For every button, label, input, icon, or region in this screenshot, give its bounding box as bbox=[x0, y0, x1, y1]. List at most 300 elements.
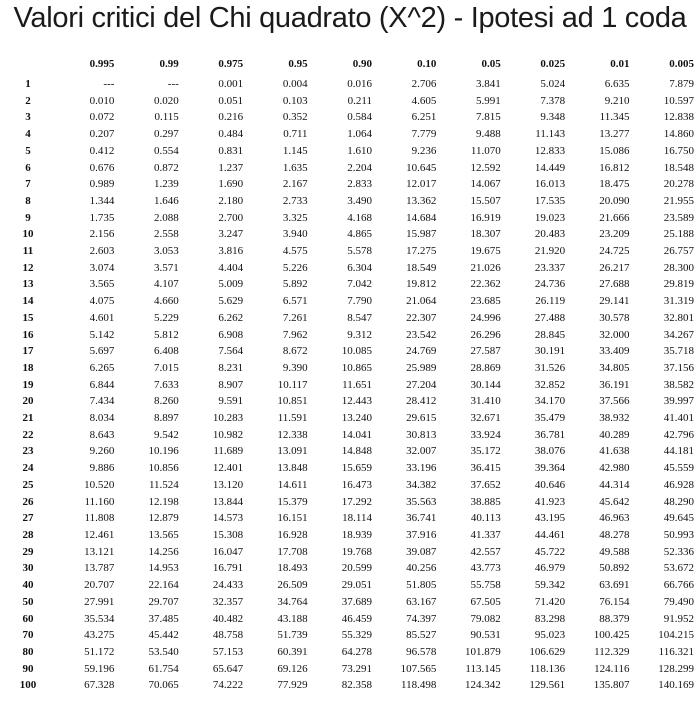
critical-value-cell: 17.535 bbox=[534, 194, 566, 207]
critical-value-cell: 22.362 bbox=[470, 278, 501, 291]
degrees-of-freedom-cell: 80 bbox=[22, 645, 34, 658]
critical-value-cell: 2.558 bbox=[154, 228, 179, 241]
critical-value-cell: 44.181 bbox=[663, 445, 694, 458]
critical-value-cell: 11.651 bbox=[342, 378, 372, 391]
critical-value-cell: 16.928 bbox=[277, 528, 308, 541]
critical-value-cell: 45.642 bbox=[599, 495, 630, 508]
critical-value-cell: 38.582 bbox=[663, 378, 694, 391]
critical-value-cell: 0.016 bbox=[347, 78, 372, 90]
critical-value-cell: 135.807 bbox=[593, 679, 630, 692]
critical-value-cell: 25.188 bbox=[663, 228, 694, 241]
critical-value-cell: 18.939 bbox=[341, 528, 372, 541]
critical-value-cell: 16.812 bbox=[599, 161, 630, 174]
critical-value-cell: 10.865 bbox=[341, 361, 372, 374]
critical-value-cell: 53.540 bbox=[148, 645, 179, 658]
critical-value-cell: 4.865 bbox=[347, 228, 372, 241]
critical-value-cell: 29.615 bbox=[406, 412, 437, 425]
critical-value-cell: 10.856 bbox=[148, 462, 179, 475]
critical-value-cell: 13.848 bbox=[277, 462, 308, 475]
critical-value-cell: 18.114 bbox=[342, 512, 372, 525]
critical-value-cell: 140.169 bbox=[658, 679, 694, 692]
critical-value-cell: 24.725 bbox=[599, 245, 630, 258]
critical-value-cell: 36.741 bbox=[406, 512, 437, 525]
critical-value-cell: 124.116 bbox=[594, 662, 630, 675]
critical-value-cell: 26.217 bbox=[599, 261, 630, 274]
critical-value-cell: 16.750 bbox=[663, 144, 694, 157]
critical-value-cell: 19.023 bbox=[534, 211, 566, 224]
critical-value-cell: 2.156 bbox=[89, 228, 115, 241]
critical-value-cell: 12.879 bbox=[148, 512, 179, 525]
critical-value-cell: 11.689 bbox=[213, 445, 244, 458]
alpha-header: 0.10 bbox=[417, 58, 437, 70]
critical-value-cell: 8.231 bbox=[218, 361, 244, 374]
critical-value-cell: 0.211 bbox=[347, 94, 372, 107]
degrees-of-freedom-cell: 23 bbox=[22, 445, 34, 458]
table-row bbox=[4, 293, 696, 310]
critical-value-cell: 7.633 bbox=[154, 378, 179, 391]
alpha-header: 0.01 bbox=[610, 58, 630, 70]
df-header bbox=[4, 56, 52, 72]
critical-value-cell: 12.401 bbox=[212, 462, 244, 475]
table-row bbox=[4, 109, 696, 126]
critical-value-cell: 71.420 bbox=[534, 595, 566, 608]
critical-value-cell: 10.117 bbox=[277, 378, 308, 391]
critical-value-cell: 45.559 bbox=[663, 462, 694, 475]
critical-value-cell: 5.991 bbox=[475, 94, 501, 107]
critical-value-cell: 5.578 bbox=[347, 245, 372, 258]
critical-value-cell: 37.916 bbox=[406, 528, 437, 541]
table-row bbox=[4, 594, 696, 611]
critical-value-cell: 0.020 bbox=[154, 94, 179, 107]
critical-value-cell: 32.007 bbox=[406, 445, 437, 458]
critical-value-cell: 19.812 bbox=[406, 278, 437, 291]
critical-value-cell: 0.484 bbox=[218, 128, 244, 141]
critical-value-cell: 9.348 bbox=[540, 111, 566, 124]
critical-value-cell: 35.479 bbox=[534, 412, 566, 425]
critical-value-cell: 35.534 bbox=[84, 612, 115, 625]
critical-value-cell: 40.256 bbox=[406, 562, 437, 575]
critical-value-cell: 113.145 bbox=[465, 662, 501, 675]
critical-value-cell: 3.841 bbox=[475, 78, 501, 90]
critical-value-cell: 55.329 bbox=[341, 629, 372, 642]
table-row bbox=[4, 126, 696, 143]
critical-value-cell: 7.015 bbox=[154, 361, 179, 374]
table-row bbox=[4, 560, 696, 577]
critical-value-cell: 20.707 bbox=[84, 579, 115, 592]
degrees-of-freedom-cell: 60 bbox=[22, 612, 34, 625]
table-row bbox=[4, 393, 696, 410]
critical-value-cell: 0.872 bbox=[154, 161, 179, 174]
critical-value-cell: 4.605 bbox=[411, 94, 437, 107]
critical-value-cell: 1.735 bbox=[89, 211, 115, 224]
critical-value-cell: 50.993 bbox=[663, 528, 694, 541]
critical-value-cell: 4.575 bbox=[282, 245, 308, 258]
critical-value-cell: 15.659 bbox=[341, 462, 372, 475]
critical-value-cell: 48.758 bbox=[212, 629, 244, 642]
critical-value-cell: 12.592 bbox=[470, 161, 501, 174]
critical-value-cell: 3.247 bbox=[218, 228, 244, 241]
degrees-of-freedom-cell: 18 bbox=[22, 361, 34, 374]
critical-value-cell: 46.928 bbox=[663, 478, 694, 491]
critical-value-cell: 20.599 bbox=[341, 562, 372, 575]
critical-value-cell: 64.278 bbox=[341, 645, 372, 658]
critical-value-cell: 41.923 bbox=[534, 495, 566, 508]
critical-value-cell: 21.064 bbox=[406, 295, 437, 308]
critical-value-cell: 70.065 bbox=[148, 679, 179, 692]
critical-value-cell: 3.816 bbox=[218, 245, 244, 258]
alpha-header: 0.995 bbox=[89, 58, 115, 70]
table-row bbox=[4, 327, 696, 344]
table-row bbox=[4, 176, 696, 193]
critical-value-cell: 21.666 bbox=[599, 211, 630, 224]
critical-value-cell: 6.844 bbox=[89, 378, 115, 391]
critical-value-cell: 10.851 bbox=[277, 395, 308, 408]
critical-value-cell: 129.561 bbox=[529, 679, 566, 692]
critical-value-cell: 7.815 bbox=[475, 111, 501, 124]
table-row bbox=[4, 343, 696, 360]
critical-value-cell: 27.204 bbox=[406, 378, 437, 391]
critical-value-cell: 27.587 bbox=[470, 345, 501, 358]
critical-value-cell: 31.410 bbox=[470, 395, 501, 408]
critical-value-cell: 10.283 bbox=[212, 412, 244, 425]
critical-value-cell: 5.229 bbox=[154, 311, 179, 324]
critical-value-cell: 13.787 bbox=[84, 562, 115, 575]
critical-value-cell: 23.337 bbox=[534, 261, 566, 274]
critical-value-cell: 7.378 bbox=[540, 94, 566, 107]
critical-value-cell: 0.216 bbox=[218, 111, 244, 124]
critical-value-cell: 10.520 bbox=[84, 478, 115, 491]
critical-value-cell: 20.278 bbox=[663, 178, 694, 191]
critical-value-cell: 9.390 bbox=[282, 361, 308, 374]
critical-value-cell: 118.136 bbox=[529, 662, 566, 675]
critical-value-cell: 101.879 bbox=[464, 645, 501, 658]
critical-value-cell: 79.490 bbox=[663, 595, 694, 608]
critical-value-cell: 37.689 bbox=[341, 595, 372, 608]
critical-value-cell: 16.473 bbox=[341, 478, 372, 491]
critical-value-cell: 15.507 bbox=[470, 194, 501, 207]
critical-value-cell: 13.240 bbox=[341, 412, 372, 425]
critical-value-cell: 18.493 bbox=[277, 562, 308, 575]
critical-value-cell: 128.299 bbox=[658, 662, 694, 675]
critical-value-cell: 116.321 bbox=[658, 645, 694, 658]
critical-value-cell: 16.791 bbox=[212, 562, 244, 575]
critical-value-cell: 17.708 bbox=[277, 545, 308, 558]
critical-value-cell: 4.660 bbox=[154, 295, 179, 308]
critical-value-cell: 91.952 bbox=[663, 612, 694, 625]
critical-value-cell: 43.773 bbox=[470, 562, 501, 575]
critical-value-cell: 23.685 bbox=[470, 295, 501, 308]
critical-value-cell: 11.070 bbox=[470, 144, 501, 157]
critical-value-cell: 45.722 bbox=[534, 545, 566, 558]
critical-value-cell: 15.308 bbox=[212, 528, 244, 541]
critical-value-cell: 5.812 bbox=[154, 328, 179, 341]
critical-value-cell: 9.886 bbox=[89, 462, 115, 475]
alpha-header: 0.05 bbox=[481, 58, 501, 70]
critical-value-cell: 67.505 bbox=[470, 595, 501, 608]
table-row bbox=[4, 510, 696, 527]
critical-value-cell: 0.584 bbox=[347, 111, 372, 124]
critical-value-cell: 9.542 bbox=[154, 428, 179, 441]
critical-value-cell: 41.638 bbox=[599, 445, 630, 458]
critical-value-cell: 10.196 bbox=[148, 445, 179, 458]
critical-value-cell: 39.997 bbox=[663, 395, 694, 408]
critical-value-cell: 0.412 bbox=[89, 144, 115, 157]
critical-value-cell: 1.145 bbox=[282, 144, 308, 157]
critical-value-cell: 8.643 bbox=[89, 428, 115, 441]
critical-value-cell: 29.141 bbox=[599, 295, 630, 308]
critical-value-cell: 0.103 bbox=[282, 94, 308, 107]
critical-value-cell: 34.805 bbox=[599, 361, 630, 374]
critical-value-cell: 53.672 bbox=[663, 562, 694, 575]
critical-value-cell: 31.319 bbox=[663, 295, 694, 308]
critical-value-cell: 26.119 bbox=[535, 295, 566, 308]
critical-value-cell: 5.142 bbox=[89, 328, 115, 341]
critical-value-cell: 76.154 bbox=[599, 595, 630, 608]
critical-value-cell: 2.733 bbox=[282, 194, 308, 207]
critical-value-cell: 14.860 bbox=[663, 128, 694, 141]
critical-value-cell: 21.920 bbox=[534, 245, 566, 258]
degrees-of-freedom-cell: 17 bbox=[22, 345, 34, 358]
critical-value-cell: 35.563 bbox=[406, 495, 437, 508]
critical-value-cell: 13.120 bbox=[212, 478, 244, 491]
critical-value-cell: 30.144 bbox=[470, 378, 501, 391]
critical-value-cell: 27.991 bbox=[84, 595, 115, 608]
critical-value-cell: 24.769 bbox=[406, 345, 437, 358]
critical-value-cell: 18.307 bbox=[470, 228, 501, 241]
critical-value-cell: 39.087 bbox=[406, 545, 437, 558]
critical-value-cell: 46.459 bbox=[341, 612, 372, 625]
critical-value-cell: 6.265 bbox=[89, 361, 115, 374]
critical-value-cell: 50.892 bbox=[599, 562, 630, 575]
critical-value-cell: --- bbox=[167, 78, 179, 90]
critical-value-cell: 33.924 bbox=[470, 428, 501, 441]
critical-value-cell: 20.090 bbox=[599, 194, 630, 207]
critical-value-cell: 0.207 bbox=[89, 128, 115, 141]
critical-value-cell: 0.297 bbox=[154, 128, 179, 141]
critical-value-cell: 3.565 bbox=[89, 278, 115, 291]
table-body bbox=[4, 76, 696, 694]
critical-value-cell: 13.565 bbox=[148, 528, 179, 541]
critical-value-cell: 61.754 bbox=[148, 662, 179, 675]
table-row bbox=[4, 193, 696, 210]
critical-value-cell: 13.091 bbox=[277, 445, 308, 458]
critical-value-cell: 17.292 bbox=[341, 495, 372, 508]
critical-value-cell: 43.275 bbox=[84, 629, 115, 642]
critical-value-cell: 13.362 bbox=[406, 194, 437, 207]
critical-value-cell: 22.164 bbox=[148, 579, 179, 592]
critical-value-cell: 11.524 bbox=[148, 478, 179, 491]
degrees-of-freedom-cell: 21 bbox=[22, 412, 34, 425]
table-row bbox=[4, 544, 696, 561]
critical-value-cell: 26.509 bbox=[277, 579, 308, 592]
critical-value-cell: 36.191 bbox=[599, 378, 630, 391]
critical-value-cell: 18.548 bbox=[663, 161, 694, 174]
critical-value-cell: 14.041 bbox=[341, 428, 372, 441]
critical-value-cell: 0.072 bbox=[89, 111, 115, 124]
table-row bbox=[4, 477, 696, 494]
critical-value-cell: 6.571 bbox=[282, 295, 308, 308]
critical-value-cell: 15.379 bbox=[277, 495, 308, 508]
critical-value-cell: 51.172 bbox=[84, 645, 115, 658]
critical-value-cell: 19.768 bbox=[341, 545, 372, 558]
critical-value-cell: 43.188 bbox=[277, 612, 308, 625]
critical-value-cell: 1.690 bbox=[218, 178, 244, 191]
degrees-of-freedom-cell: 20 bbox=[22, 395, 34, 408]
table-row bbox=[4, 310, 696, 327]
critical-value-cell: 34.170 bbox=[534, 395, 566, 408]
critical-value-cell: 16.151 bbox=[277, 512, 308, 525]
critical-value-cell: 2.700 bbox=[218, 211, 244, 224]
critical-value-cell: 10.645 bbox=[406, 161, 437, 174]
critical-value-cell: 9.236 bbox=[411, 144, 437, 157]
critical-value-cell: 0.676 bbox=[89, 161, 115, 174]
critical-value-cell: 34.382 bbox=[406, 478, 437, 491]
critical-value-cell: 38.076 bbox=[534, 445, 566, 458]
critical-value-cell: 13.844 bbox=[212, 495, 244, 508]
critical-value-cell: 30.578 bbox=[599, 311, 630, 324]
critical-value-cell: 74.397 bbox=[406, 612, 437, 625]
critical-value-cell: 2.706 bbox=[411, 78, 437, 90]
degrees-of-freedom-cell: 100 bbox=[19, 679, 37, 692]
critical-value-cell: 6.635 bbox=[604, 78, 630, 90]
critical-value-cell: 12.338 bbox=[277, 428, 308, 441]
critical-value-cell: 37.652 bbox=[470, 478, 501, 491]
critical-value-cell: 34.764 bbox=[277, 595, 308, 608]
critical-value-cell: 46.979 bbox=[534, 562, 566, 575]
critical-value-cell: 44.314 bbox=[599, 478, 630, 491]
critical-value-cell: 40.646 bbox=[534, 478, 566, 491]
critical-value-cell: 4.404 bbox=[218, 261, 244, 274]
table-row bbox=[4, 276, 696, 293]
critical-value-cell: 7.879 bbox=[669, 78, 694, 90]
critical-value-cell: 48.290 bbox=[663, 495, 694, 508]
critical-value-cell: 2.180 bbox=[218, 194, 244, 207]
critical-value-cell: 19.675 bbox=[470, 245, 501, 258]
critical-value-cell: 0.554 bbox=[154, 144, 179, 157]
critical-value-cell: 7.261 bbox=[282, 311, 308, 324]
critical-value-cell: 12.198 bbox=[148, 495, 179, 508]
alpha-header: 0.95 bbox=[288, 58, 308, 70]
critical-value-cell: 83.298 bbox=[534, 612, 566, 625]
critical-value-cell: 9.488 bbox=[475, 128, 501, 141]
critical-value-cell: 33.196 bbox=[406, 462, 437, 475]
degrees-of-freedom-cell: 3 bbox=[25, 111, 31, 124]
critical-value-cell: 11.160 bbox=[84, 495, 115, 508]
critical-value-cell: 15.987 bbox=[406, 228, 437, 241]
critical-value-cell: 37.156 bbox=[663, 361, 694, 374]
critical-value-cell: 3.325 bbox=[282, 211, 308, 224]
critical-value-cell: 29.819 bbox=[663, 278, 694, 291]
critical-value-cell: 23.542 bbox=[406, 328, 437, 341]
degrees-of-freedom-cell: 28 bbox=[22, 528, 34, 541]
critical-value-cell: 14.067 bbox=[470, 178, 501, 191]
critical-value-cell: 79.082 bbox=[470, 612, 501, 625]
critical-value-cell: 5.892 bbox=[282, 278, 308, 291]
critical-value-cell: 2.204 bbox=[347, 161, 372, 174]
degrees-of-freedom-cell: 13 bbox=[22, 278, 34, 291]
degrees-of-freedom-cell: 15 bbox=[22, 311, 34, 324]
critical-value-cell: 95.023 bbox=[534, 629, 566, 642]
critical-value-cell: 40.482 bbox=[212, 612, 244, 625]
critical-value-cell: 31.526 bbox=[534, 361, 566, 374]
critical-value-cell: 59.196 bbox=[84, 662, 115, 675]
critical-value-cell: 1.239 bbox=[154, 178, 179, 191]
critical-value-cell: 85.527 bbox=[406, 629, 437, 642]
critical-value-cell: 13.121 bbox=[84, 545, 115, 558]
critical-value-cell: 1.344 bbox=[89, 194, 115, 207]
table-row bbox=[4, 160, 696, 177]
degrees-of-freedom-cell: 26 bbox=[22, 495, 34, 508]
table-row bbox=[4, 410, 696, 427]
table-row bbox=[4, 76, 696, 93]
table-row bbox=[4, 377, 696, 394]
critical-value-cell: 12.461 bbox=[84, 528, 115, 541]
critical-value-cell: 15.086 bbox=[599, 144, 630, 157]
degrees-of-freedom-cell: 12 bbox=[22, 261, 34, 274]
degrees-of-freedom-cell: 90 bbox=[22, 662, 34, 675]
critical-value-cell: 32.000 bbox=[599, 328, 630, 341]
table-row bbox=[4, 143, 696, 160]
critical-value-cell: 5.009 bbox=[218, 278, 244, 291]
critical-value-cell: 0.711 bbox=[283, 128, 308, 141]
critical-value-cell: 34.267 bbox=[663, 328, 694, 341]
critical-value-cell: 23.209 bbox=[599, 228, 630, 241]
critical-value-cell: 2.167 bbox=[282, 178, 308, 191]
critical-value-cell: 29.051 bbox=[341, 579, 372, 592]
critical-value-cell: 40.113 bbox=[470, 512, 501, 525]
critical-value-cell: 0.010 bbox=[89, 94, 115, 107]
critical-value-cell: 90.531 bbox=[470, 629, 501, 642]
critical-value-cell: 55.758 bbox=[470, 579, 501, 592]
critical-value-cell: 29.707 bbox=[148, 595, 179, 608]
critical-value-cell: 82.358 bbox=[341, 679, 372, 692]
critical-value-cell: 0.989 bbox=[89, 178, 115, 191]
critical-value-cell: 48.278 bbox=[599, 528, 630, 541]
critical-value-cell: 4.075 bbox=[89, 295, 115, 308]
critical-value-cell: 9.260 bbox=[89, 445, 115, 458]
critical-value-cell: 26.296 bbox=[470, 328, 501, 341]
critical-value-cell: 14.449 bbox=[534, 161, 566, 174]
critical-value-cell: 5.226 bbox=[282, 261, 308, 274]
degrees-of-freedom-cell: 1 bbox=[25, 78, 31, 90]
alpha-header: 0.99 bbox=[159, 58, 179, 70]
critical-value-cell: 14.611 bbox=[277, 478, 308, 491]
critical-value-cell: 3.571 bbox=[154, 261, 179, 274]
critical-value-cell: 24.996 bbox=[470, 311, 501, 324]
critical-value-cell: 8.907 bbox=[218, 378, 244, 391]
critical-value-cell: 0.051 bbox=[218, 94, 244, 107]
degrees-of-freedom-cell: 30 bbox=[22, 562, 34, 575]
degrees-of-freedom-cell: 4 bbox=[25, 128, 31, 141]
critical-value-cell: 77.929 bbox=[277, 679, 308, 692]
critical-value-cell: 1.610 bbox=[347, 144, 372, 157]
critical-value-cell: 46.963 bbox=[599, 512, 630, 525]
critical-value-cell: 21.026 bbox=[470, 261, 501, 274]
critical-value-cell: 49.588 bbox=[599, 545, 630, 558]
critical-value-cell: 67.328 bbox=[84, 679, 115, 692]
critical-value-cell: 41.337 bbox=[470, 528, 501, 541]
page-title: Valori critici del Chi quadrato (X^2) - Ipotesi ad 1 coda bbox=[13, 2, 687, 34]
critical-value-cell: 42.980 bbox=[599, 462, 630, 475]
table-row bbox=[4, 460, 696, 477]
degrees-of-freedom-cell: 8 bbox=[25, 194, 31, 207]
critical-value-cell: 2.833 bbox=[347, 178, 372, 191]
critical-value-cell: 40.289 bbox=[599, 428, 630, 441]
critical-value-cell: 26.757 bbox=[663, 245, 694, 258]
critical-value-cell: 24.433 bbox=[212, 579, 244, 592]
critical-value-cell: 13.277 bbox=[599, 128, 630, 141]
critical-value-cell: 11.591 bbox=[277, 412, 308, 425]
